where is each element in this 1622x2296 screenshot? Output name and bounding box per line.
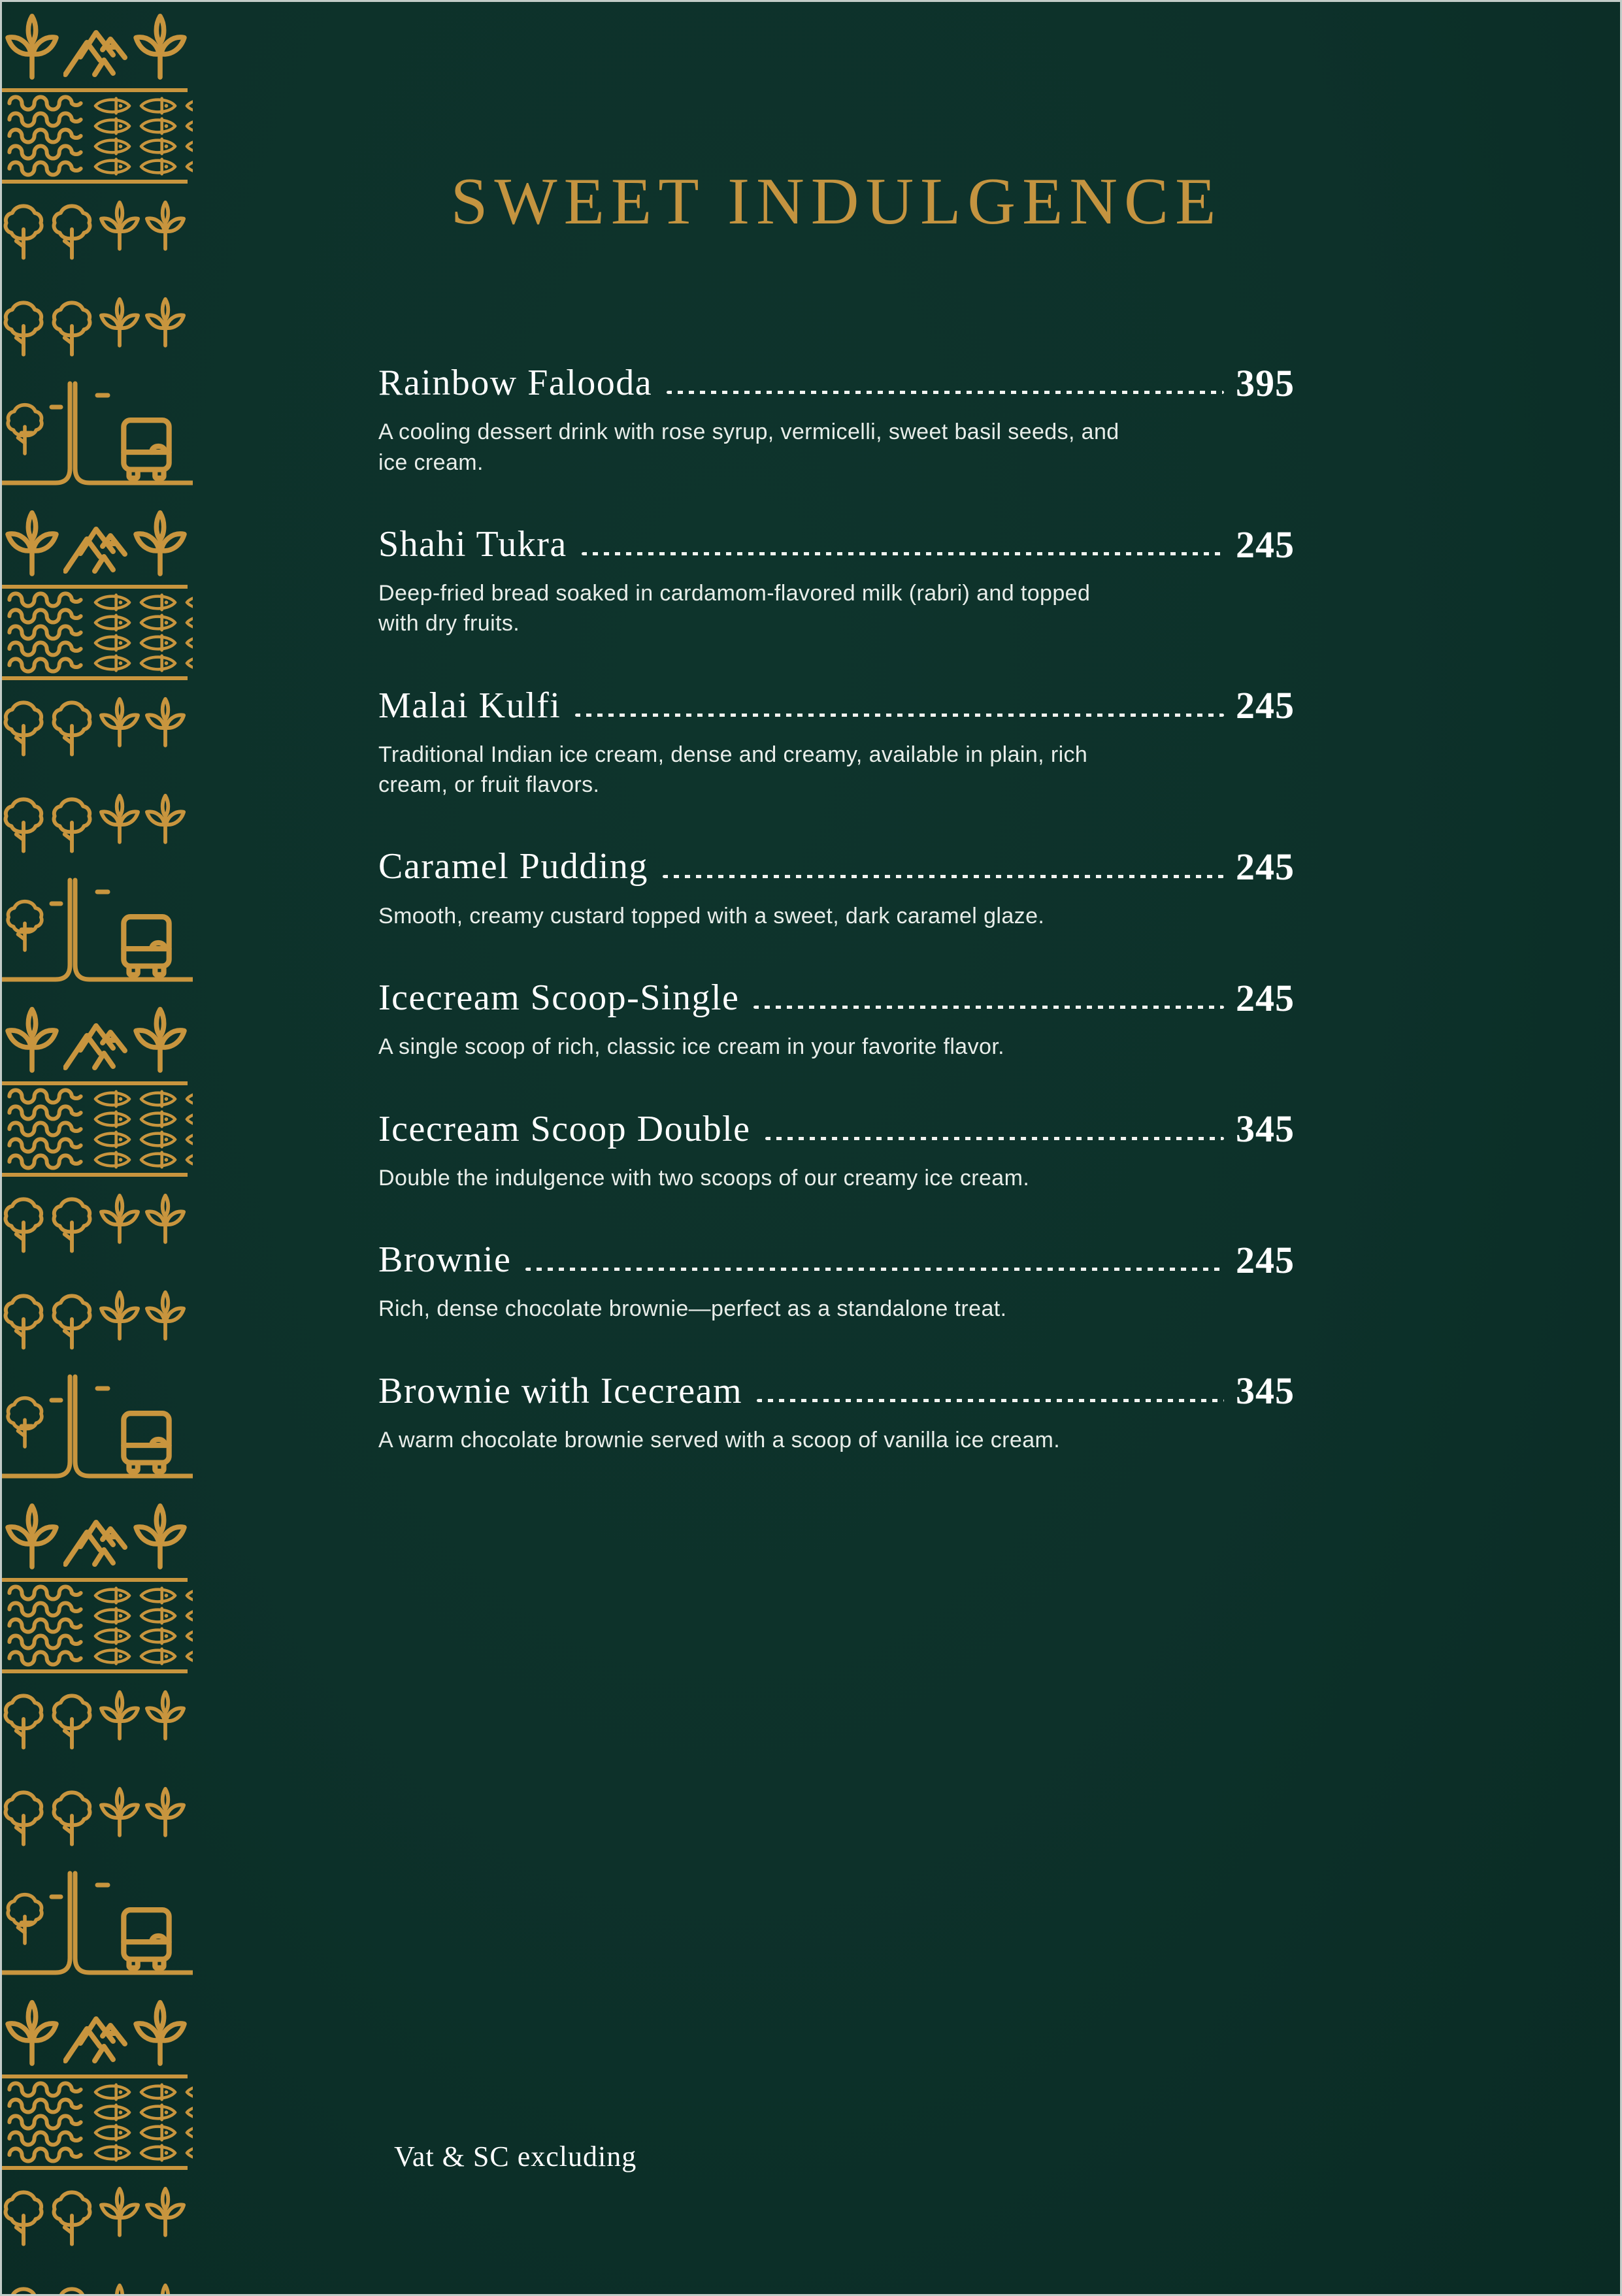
menu-item-name: Icecream Scoop Double — [378, 1108, 751, 1149]
border-tile — [2, 1506, 193, 1973]
dotted-leader — [582, 552, 1224, 555]
menu-content — [378, 2, 1295, 1500]
menu-item-price: 245 — [1236, 845, 1295, 889]
menu-item — [378, 522, 1295, 639]
menu-item-name: Icecream Scoop-Single — [378, 977, 740, 1018]
menu-item-name: Brownie — [378, 1239, 512, 1281]
menu-item-description: A cooling dessert drink with rose syrup, vermicelli, sweet basil seeds, and ice cream. — [378, 419, 1119, 475]
menu-item — [378, 976, 1295, 1062]
menu-item — [378, 361, 1295, 478]
menu-item-row — [378, 1369, 1295, 1413]
menu-item-price: 245 — [1236, 1238, 1295, 1281]
menu-item-name: Caramel Pudding — [378, 846, 648, 887]
border-tile — [2, 1009, 193, 1476]
menu-item-row — [378, 1238, 1295, 1282]
decorative-border — [2, 2, 193, 2296]
menu-item — [378, 1238, 1295, 1324]
menu-item-price: 395 — [1236, 361, 1295, 404]
menu-item — [378, 1369, 1295, 1456]
menu-items — [378, 361, 1295, 1455]
menu-item-description: Rich, dense chocolate brownie—perfect as a standalone treat. — [378, 1296, 1007, 1322]
dotted-leader — [663, 875, 1224, 878]
footer-note: Vat & SC excluding — [394, 2140, 637, 2173]
menu-item-name: Rainbow Falooda — [378, 363, 653, 404]
menu-item-description: Double the indulgence with two scoops of our creamy ice cream. — [378, 1165, 1030, 1190]
menu-item-name: Brownie with Icecream — [378, 1370, 743, 1411]
menu-item — [378, 844, 1295, 931]
menu-item-price: 245 — [1236, 976, 1295, 1019]
menu-item-row — [378, 683, 1295, 728]
menu-item — [378, 683, 1295, 800]
menu-item-description: A single scoop of rich, classic ice cream in your favorite flavor. — [378, 1034, 1005, 1060]
menu-item-row — [378, 844, 1295, 889]
page-title: SWEET INDULGENCE — [450, 165, 1223, 238]
menu-item-description: Deep-fried bread soaked in cardamom-flavored milk (rabri) and topped with dry fruits. — [378, 581, 1091, 636]
border-tile — [2, 2003, 193, 2296]
menu-item-name: Shahi Tukra — [378, 523, 567, 565]
menu-item-name: Malai Kulfi — [378, 685, 561, 726]
dotted-leader — [753, 1006, 1224, 1009]
menu-item-row — [378, 1107, 1295, 1151]
menu-item-row — [378, 522, 1295, 566]
dotted-leader — [575, 713, 1224, 717]
menu-item-description: A warm chocolate brownie served with a scoop of vanilla ice cream. — [378, 1427, 1061, 1452]
menu-item-price: 345 — [1236, 1369, 1295, 1413]
menu-item-price: 245 — [1236, 523, 1295, 566]
menu-item-description: Smooth, creamy custard topped with a sweet, dark caramel glaze. — [378, 903, 1045, 928]
dotted-leader — [525, 1268, 1224, 1271]
dotted-leader — [757, 1399, 1224, 1402]
dotted-leader — [667, 391, 1224, 394]
menu-item-price: 245 — [1236, 684, 1295, 727]
border-tile — [2, 16, 193, 483]
menu-item-price: 345 — [1236, 1107, 1295, 1151]
menu-item-row — [378, 976, 1295, 1020]
menu-item-row — [378, 361, 1295, 405]
menu-item-description: Traditional Indian ice cream, dense and creamy, available in plain, rich cream, or fruit flavors. — [378, 742, 1088, 798]
border-tile — [2, 513, 193, 979]
dotted-leader — [765, 1137, 1225, 1140]
menu-item — [378, 1107, 1295, 1194]
